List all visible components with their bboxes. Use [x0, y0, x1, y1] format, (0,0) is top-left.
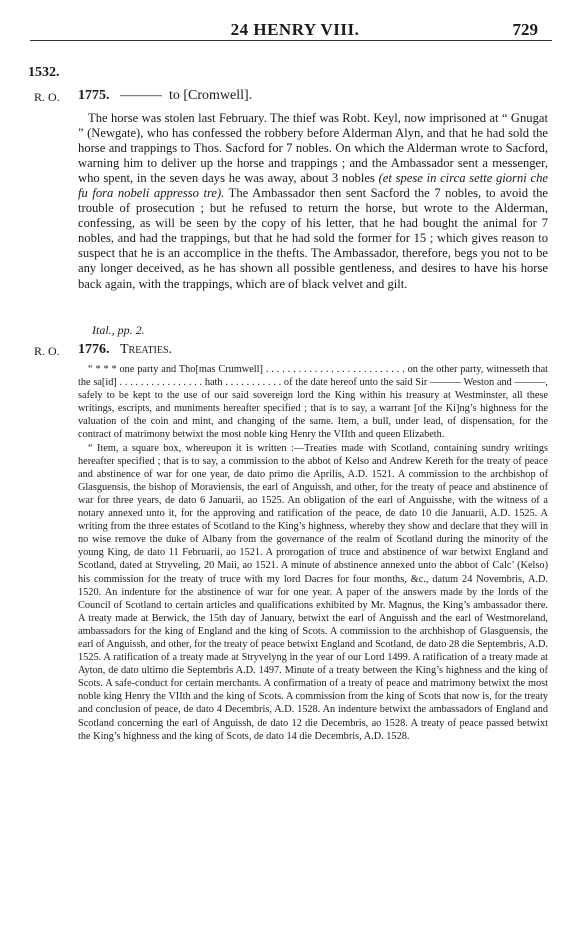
body-paragraph: “ Item, a square box, whereupon it is written :—Treaties made with Scotland, containing sundry writings hereafter specified ; that is to say, a commission to the abbot of Kelso and Andrew Kereth for the treaty of peace and abstinence of war for one year, de dato primo die Aprilis, A.D. 1521. A commission to the archbishop of Glasguensis, the bishop of Moraviensis, the earl of Anguissh, and other, for the treaty of peace and abstinence of war for three years, de dato 6 Januarii, ao 1525. An obligation of the earl of Anguisshe, with the witness of a notary annexed unto it, for the approving and ratification of the peace, de dato 10 die Januarii, A.D. 1525. A writing from the three estates of Scotland to the King’s highness, whereby they show and declare that they will in no wise remove the duke of Albany from the governance of the realm of Scotland during the minority of the young King, de dato 11 Februarii, ao 1521. A prorogation of truce and abstinence of war betwixt England and Scotland, dated at Stryveling, 20 Maii, ao 1521. A minute of abstinence annexed unto the abbot of Calc’ (Kelso) his commission for the treaty of truce with my lord Dacres for four months, &c., datum 24 Novembris, A.D. 1520. An indenture for the abstinence of war for one year. A paper of the answers made by the lords of the Council of Scotland to certain articles and qualifications exhibited by Mr. Magnus, the King’s ambassador there. A treaty made at Berwick, the 15th day of January, betwixt the earl of Anguissh and the earl of Westmoreland, ambassadors for the king of England and the king of Scots. A commission to the archbishop of Glasguensis, the earl of Anguissh, and other, for the treaty of peace betwixt England and Scotland, de dato 28 die Septembris, A.D. 1525. A ratification of a treaty made at Stryvelyng in the year of our Lord 1499. A ratification of a treaty made at Ayton, de dato ultimo die Septembris A.D. 1497. Minute of a treaty between the King’s highness and the king of Scots. A safe-conduct for certain merchants. A confirmation of a treaty of peace and matrimony betwixt the most noble king Henry the VIIth and the king of Scots. A commission from the king of Scots that now is, for the treaty and conclusion of peace, de dato 4 Decembris, A.D. 1528. An indenture betwixt the ambassadors of England and Scotland concerning the earl of Anguissh, de dato 12 die Decembris, ao 1528. A treaty of peace passed betwixt the King’s highness and the king of Scots, de dato 14 die Decembris, A.D. 1528. [78, 442, 548, 742]
body-paragraph [78, 111, 548, 292]
page-number: 729 [512, 20, 538, 39]
entry-1775-body [78, 111, 548, 292]
source-note: Ital., pp. 2. [92, 323, 145, 337]
margin-ref-1776: R. O. [34, 344, 60, 358]
running-title: 24 HENRY VIII. [230, 20, 360, 39]
entry-dash: ——— [120, 88, 162, 103]
entry-title: to [Cromwell]. [169, 88, 253, 103]
body-text: The Ambassador then sent Sacford the 7 nobles, to avoid the trouble of prosecution ; but he refused to return the horse, but wrote to the Alderman, confessing, as will be seen by the copy of his letter, that he had bought the animal for 7 nobles, and had the trappings, but that he had sold the former for 15 ; which gives reason to suspect that he is an accomplice in the thefts. The Ambassador, therefore, begs you not to be any longer deceived, as he has shown all possible gentleness, and desires to have his horse back again, with the trappings, which are of black velvet and gilt. [78, 186, 548, 291]
entry-heading-1775 [78, 88, 252, 104]
body-text: The horse was stolen last February. The thief was Robt. Keyl, now imprisoned at “ Gnugat ” (Newgate), who has confessed the robbery before Alderman Alyn, and that he had sold the horse and trappings to Thos. Sacford for 7 nobles. On which the Alderman wrote to Sacford, warning him to deliver up the horse and trappings ; and the Ambassador sent a messenger, who spent, in the seven days he was away, about 3 nobles [78, 111, 548, 186]
margin-ref-1775: R. O. [34, 90, 60, 104]
entry-title: Treaties. [120, 342, 173, 357]
entry-number: 1776. [78, 342, 110, 357]
italic-quote: (et spese in circa sette giorni che fu fora nobeli appresso tre). [78, 171, 549, 201]
entry-heading-1776 [78, 342, 172, 358]
entry-number: 1775. [78, 88, 110, 103]
year-label: 1532. [28, 65, 60, 80]
body-paragraph: “ * * * one party and Tho[mas Crumwell] . . . . . . . . . . . . . . . . . . . . . . . . . . on the other party, witnesseth that the sa[id] . . . . . . . . . . . . . . . . hath . . . . . . . . . . . of the date hereof unto the said Sir ——— Weston and ———, safely to be kept to the use of our said sovereign lord the King within his treasury at Westminster, all these writings, escripts, and muniments hereafter specified ; that is to say, a warrant [of the Ki]ng’s highness for the valuation of the coin and mint, and changing of the same. Item, a bull, under lead, of dispensation, for the contract of matrimony betwixt the most noble king Henry the VIIth and queen Elizabeth. [78, 364, 548, 441]
header-rule [30, 40, 552, 41]
page-header [40, 10, 550, 38]
entry-1776-body [78, 363, 548, 743]
